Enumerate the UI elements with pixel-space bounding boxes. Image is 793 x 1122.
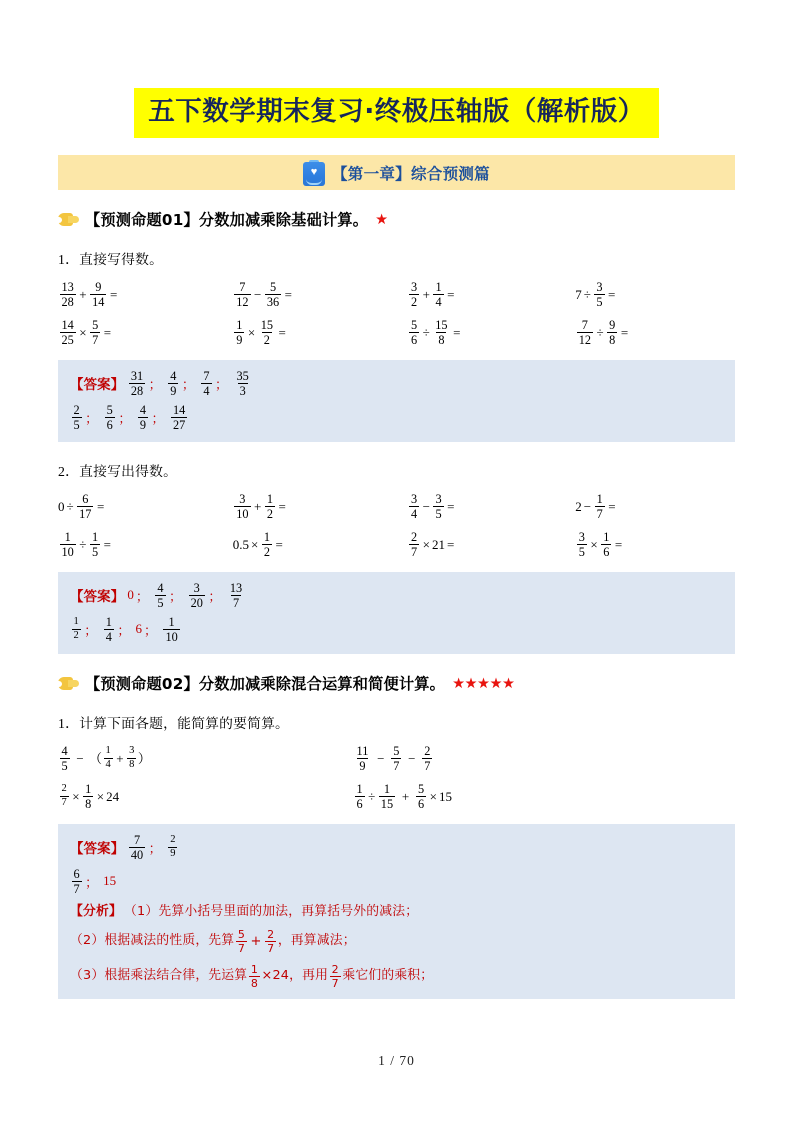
difficulty-stars-02: ★★★★★ [452, 675, 515, 692]
answer-value: 2 [73, 629, 79, 641]
answer-value: 5 [106, 402, 113, 417]
analysis-frac-value: 5 [237, 928, 246, 942]
expression-row [58, 780, 735, 812]
answer-value: 13 [229, 580, 243, 595]
analysis-frac-value: 2 [267, 928, 275, 942]
page-title: 五下数学期末复习·终极压轴版（解析版） [134, 88, 659, 138]
answer-separator: ； [84, 622, 98, 638]
answer-value: 4 [203, 383, 210, 398]
answer-value: 40 [130, 847, 144, 862]
answer-box-2-1 [58, 824, 735, 999]
answer-value: 27 [173, 417, 186, 432]
answer-value: 7 [133, 832, 141, 847]
answer-separator: ； [117, 622, 131, 638]
answer-value: 6 [106, 417, 113, 432]
expression: $\frac{7}{12}$ − $\frac{5}{36}$ = [236, 279, 293, 309]
expression: $\frac{3}{2}$ + $\frac{1}{4}$ = [410, 279, 455, 309]
answer-value: 9 [170, 383, 177, 398]
answer-line [70, 402, 723, 432]
answer-value: 5 [73, 417, 80, 432]
answer-separator: ； [118, 410, 132, 426]
expression-row [58, 278, 735, 310]
answer-value: 5 [157, 595, 164, 610]
analysis-frac-value: 8 [250, 977, 259, 991]
answer-value: 20 [190, 595, 203, 610]
expression: 7 ÷ $\frac{3}{5}$ = [575, 279, 616, 309]
answer-value: 9 [139, 417, 146, 432]
answer-value: 7 [203, 368, 210, 383]
analysis-text: （2）根据减法的性质，先算 [70, 933, 235, 949]
answer-value: 4 [157, 580, 164, 595]
analysis-text: ×24 [261, 968, 290, 984]
expression: $\frac{2}{7}$ × $\frac{1}{8}$ × 24 [61, 781, 120, 811]
analysis-label: 【分析】 [70, 904, 122, 920]
expression: $\frac{1}{9}$ × $\frac{15}{2}$ = [236, 317, 286, 347]
expression: $\frac{1}{6}$ ÷ $\frac{1}{15}$ + $\frac{5}{6}$ × 15 [356, 781, 452, 811]
expression: $\frac{3}{4}$ − $\frac{3}{5}$ = [410, 491, 455, 521]
answer-separator: ； [148, 376, 162, 392]
prediction-title-01: 【预测命题01】分数加减乘除基础计算。 [85, 211, 369, 230]
answer-separator: ； [208, 588, 222, 604]
expression: 0 ÷ $\frac{6}{17}$ = [58, 491, 105, 521]
expression: $\frac{3}{5}$ × $\frac{1}{6}$ = [578, 529, 623, 559]
chapter-banner [58, 155, 735, 190]
question-prompt-1-2 [58, 460, 735, 480]
analysis-text: ，再算减法； [277, 933, 356, 949]
answer-value: 7 [73, 881, 80, 896]
expression: $\frac{13}{28}$ + $\frac{9}{14}$ = [61, 279, 118, 309]
question-number: 1 [58, 252, 66, 268]
answer-value: 35 [236, 368, 249, 383]
answer-line [70, 368, 723, 398]
analysis-text: ，再用 [289, 968, 329, 984]
question-number: 1 [58, 716, 66, 732]
expression: $\frac{3}{10}$ + $\frac{1}{2}$ = [236, 491, 286, 521]
expression-row [58, 316, 735, 348]
answer-value: 2 [73, 402, 80, 417]
answer-separator: ； [143, 622, 157, 638]
page-footer: 1 / 70 [378, 1053, 415, 1068]
pointing-hand-icon [58, 210, 80, 229]
answer-value: 15 [103, 873, 117, 889]
answer-value: 4 [105, 629, 112, 644]
difficulty-stars-01: ★ [375, 211, 388, 228]
answer-label: 【答案】 [70, 841, 125, 857]
answer-separator: ； [135, 588, 149, 604]
answer-separator: ； [215, 376, 229, 392]
answer-label: 【答案】 [70, 589, 125, 605]
analysis-line-2: （2）根据减法的性质，先算 $\frac{5}{7}$ + $\frac{2}{7}$ ，再算减法； [70, 928, 356, 956]
answer-line [70, 580, 723, 610]
answer-line [70, 832, 723, 862]
answer-value: 6 [135, 621, 142, 637]
answer-box-1-1 [58, 360, 735, 442]
answer-separator: ； [151, 410, 165, 426]
question-text: ．直接写出得数。 [65, 464, 178, 481]
answer-value: 0 [127, 587, 134, 603]
expression: $\frac{1}{10}$ ÷ $\frac{1}{5}$ = [61, 529, 111, 559]
answer-value: 14 [173, 402, 186, 417]
analysis-frac-value: 7 [331, 977, 339, 991]
answer-line [70, 866, 723, 896]
answer-separator: ； [85, 410, 99, 426]
answer-value: 28 [130, 383, 144, 398]
answer-separator: ； [148, 840, 162, 856]
expression-row [58, 490, 735, 522]
analysis-frac-value: 2 [331, 963, 339, 977]
pointing-hand-icon [58, 674, 80, 693]
analysis-frac-value: 7 [267, 942, 275, 956]
analysis-text: （3）根据乘法结合律，先运算 [70, 968, 248, 984]
prediction-heading-02 [58, 673, 735, 694]
expression: $\frac{5}{6}$ ÷ $\frac{15}{8}$ = [410, 317, 461, 347]
answer-value: 1 [105, 614, 112, 629]
analysis-frac-value: 7 [237, 942, 246, 956]
question-text: ．计算下面各题，能简算的要简算。 [65, 716, 290, 733]
analysis-text: （1）先算小括号里面的加法，再算括号外的减法； [124, 904, 419, 920]
answer-label: 【答案】 [70, 377, 125, 393]
expression: $\frac{14}{25}$ × $\frac{5}{7}$ = [61, 317, 112, 347]
prediction-title-02: 【预测命题02】分数加减乘除混合运算和简便计算。 [85, 675, 446, 694]
answer-value: 4 [139, 402, 146, 417]
analysis-frac-value: 1 [250, 963, 259, 977]
expression-row [58, 742, 735, 774]
answer-separator: ； [169, 588, 183, 604]
expression: 2 − $\frac{1}{7}$ = [575, 491, 616, 521]
answer-separator: ； [181, 376, 195, 392]
analysis-text: 乘它们的乘积； [342, 968, 434, 984]
answer-value: 1 [73, 616, 79, 628]
answer-value: 3 [239, 383, 246, 398]
answer-value: 7 [232, 595, 240, 610]
prediction-heading-01 [58, 209, 735, 230]
answer-separator: ； [85, 874, 99, 890]
answer-value: 6 [73, 866, 80, 881]
expression-row [58, 528, 735, 560]
question-text: ．直接写得数。 [65, 252, 164, 269]
answer-value: 31 [130, 368, 144, 383]
answer-value: 1 [168, 614, 175, 629]
question-prompt-2-1 [58, 712, 735, 732]
answer-line [70, 614, 723, 644]
question-prompt-1-1 [58, 248, 735, 268]
answer-value: 2 [170, 834, 176, 846]
expression: $\frac{7}{12}$ ÷ $\frac{9}{8}$ = [578, 317, 629, 347]
answer-box-1-2 [58, 572, 735, 654]
answer-value: 10 [165, 629, 178, 644]
chapter-title: 【第一章】综合预测篇 [331, 164, 490, 183]
expression: $\frac{2}{7}$ × 21 = [410, 529, 455, 559]
answer-value: 9 [170, 847, 176, 859]
answer-value: 3 [193, 580, 200, 595]
question-number: 2 [58, 464, 66, 480]
page-title-wrap [58, 88, 735, 138]
analysis-line-3 [70, 964, 723, 989]
expression: $\frac{4}{5}$ − （ $\frac{1}{4}$ + $\frac{3}{8}$ ） [61, 743, 151, 773]
expression: $\frac{11}{9}$ − $\frac{5}{7}$ − $\frac{2}{7}$ [356, 743, 431, 773]
clipboard-heart-icon: ♥ [303, 160, 325, 186]
expression: 0.5 × $\frac{1}{2}$ = [232, 529, 283, 559]
answer-value: 4 [170, 368, 177, 383]
analysis-line-1 [70, 906, 723, 919]
